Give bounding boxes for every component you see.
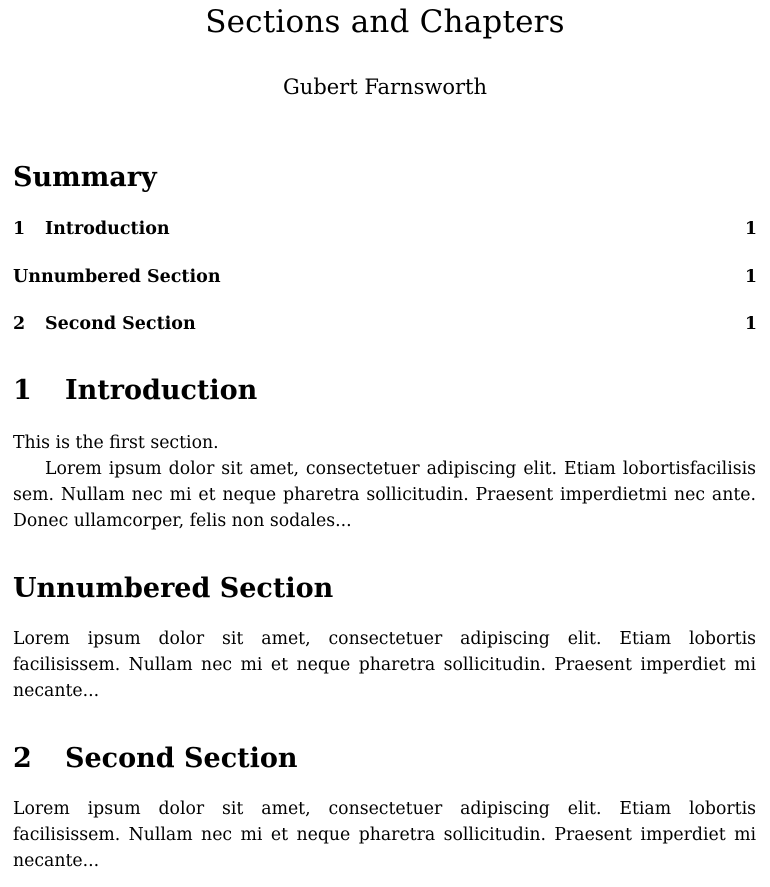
section-intro-line: This is the first section. — [13, 433, 219, 453]
toc-entry-second-section[interactable] — [13, 311, 757, 337]
section-body-paragraph: Lorem ipsum dolor sit amet, consectetuer adipiscing elit. Etiam lobortis facilisissem. Nullam nec mi et neque pharetra sollicitudin. Praesent imperdiet mi necante... — [13, 629, 756, 701]
toc-entry-label: Second Section — [45, 314, 196, 334]
section-body-paragraph: Lorem ipsum dolor sit amet, consectetuer adipiscing elit. Etiam lobortis facilisissem. Nullam nec mi et neque pharetra sollicitudin. Praesent imperdiet mi necante... — [13, 799, 756, 871]
section-title: Unnumbered Section — [13, 573, 334, 604]
section-heading-introduction — [13, 373, 257, 409]
section-title: Introduction — [65, 375, 258, 406]
toc-entry-label: Unnumbered Section — [13, 267, 221, 287]
toc-entry-page: 1 — [744, 314, 757, 334]
section-body-paragraph — [13, 456, 756, 534]
toc-entry-page: 1 — [744, 219, 757, 239]
toc-entry-number: 1 — [13, 219, 26, 239]
toc-entry-number: 2 — [13, 314, 26, 334]
document-title: Sections and Chapters — [205, 4, 565, 40]
section-heading-unnumbered — [13, 571, 333, 607]
toc-entry-page: 1 — [744, 267, 757, 287]
section-number: 1 — [13, 375, 32, 406]
toc-entry-label: Introduction — [45, 219, 170, 239]
toc-entry-unnumbered-section[interactable] — [13, 264, 757, 290]
section-number: 2 — [13, 743, 32, 774]
section-title: Second Section — [65, 743, 298, 774]
toc-heading: Summary — [13, 162, 157, 193]
section-body-text: Lorem ipsum dolor sit amet, consectetuer adipiscing elit. Etiam lobortisfacilisis sem. Nullam nec mi et neque pharetra sollicitudin. Praesent imperdietmi nec ante. Donec ullamcorper, felis non sodales... — [13, 459, 756, 531]
section-heading-second-section — [13, 741, 298, 777]
document-author: Gubert Farnsworth — [283, 75, 487, 99]
toc-entry-introduction[interactable] — [13, 216, 757, 242]
